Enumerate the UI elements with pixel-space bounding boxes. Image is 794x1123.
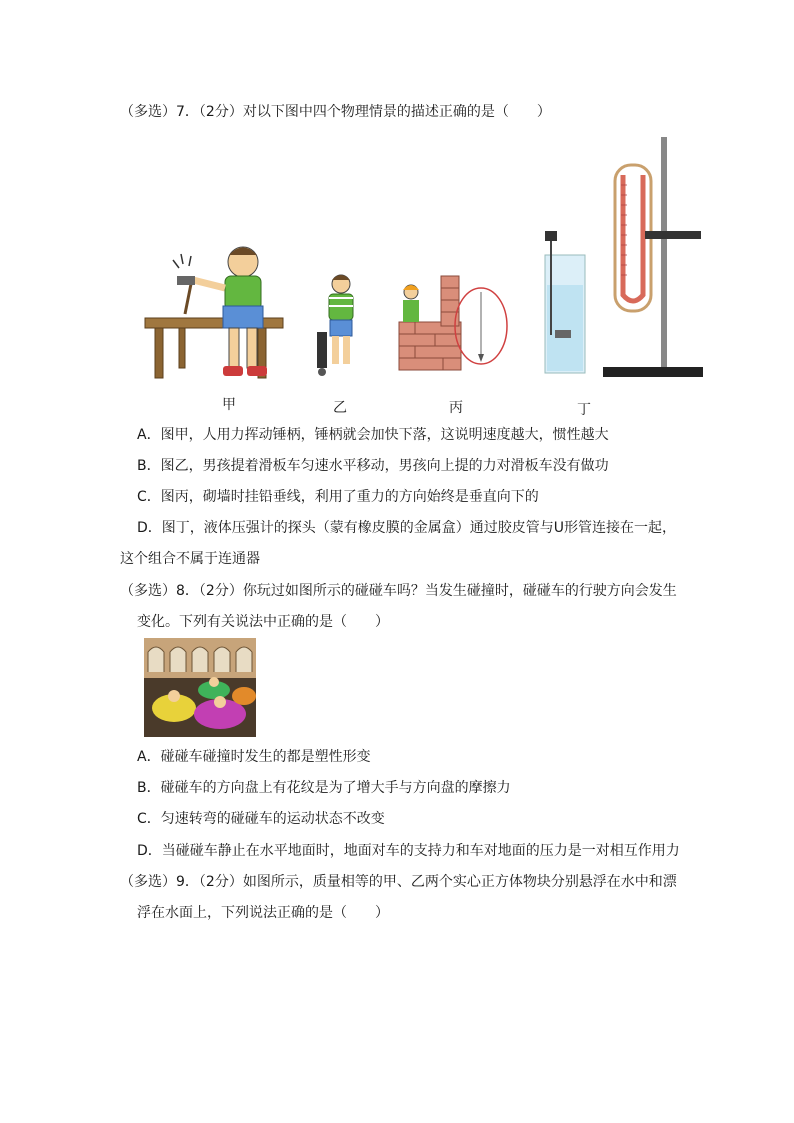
q7-option-a: A．图甲，人用力挥动锤柄，锤柄就会加快下落，这说明速度越大，惯性越大 bbox=[137, 427, 609, 443]
q7-option-b: B．图乙，男孩提着滑板车匀速水平移动，男孩向上提的力对滑板车没有做功 bbox=[137, 458, 609, 474]
q9-stem-line2: 浮在水面上，下列说法正确的是（ ） bbox=[137, 905, 389, 921]
figure-caption-jia: 甲 bbox=[222, 397, 236, 413]
figure-caption-yi: 乙 bbox=[333, 400, 347, 416]
bumper-car-photo bbox=[144, 638, 256, 737]
q7-option-c: C．图丙，砌墙时挂铅垂线，利用了重力的方向始终是垂直向下的 bbox=[137, 489, 539, 505]
figure-caption-ding: 丁 bbox=[577, 402, 591, 418]
figure-yi-boy-scooter-illustration bbox=[315, 272, 365, 377]
figure-jia-hammer-illustration bbox=[143, 240, 288, 385]
q7-option-d-continuation: 这个组合不属于连通器 bbox=[120, 551, 260, 567]
q8-stem-line2: 变化。下列有关说法中正确的是（ ） bbox=[137, 614, 389, 630]
q8-stem-line1: （多选）8．（2分）你玩过如图所示的碰碰车吗？当发生碰撞时，碰碰车的行驶方向会发生 bbox=[120, 583, 677, 599]
q7-option-d: D．图丁，液体压强计的探头（蒙有橡皮膜的金属盒）通过胶皮管与U形管连接在一起， bbox=[137, 520, 677, 536]
q9-stem-line1: （多选）9．（2分）如图所示，质量相等的甲、乙两个实心正方体物块分别悬浮在水中和漂 bbox=[120, 874, 677, 890]
figure-bing-plumb-line-illustration bbox=[395, 272, 510, 372]
q8-option-d: D．当碰碰车静止在水平地面时，地面对车的支持力和车对地面的压力是一对相互作用力 bbox=[137, 843, 680, 859]
q7-stem: （多选）7．（2分）对以下图中四个物理情景的描述正确的是（ ） bbox=[120, 104, 551, 120]
q8-option-a: A．碰碰车碰撞时发生的都是塑性形变 bbox=[137, 749, 371, 765]
figure-caption-bing: 丙 bbox=[449, 400, 463, 416]
figure-ding-pressure-gauge-illustration bbox=[535, 135, 705, 380]
q8-option-c: C．匀速转弯的碰碰车的运动状态不改变 bbox=[137, 811, 385, 827]
q8-option-b: B．碰碰车的方向盘上有花纹是为了增大手与方向盘的摩擦力 bbox=[137, 780, 511, 796]
